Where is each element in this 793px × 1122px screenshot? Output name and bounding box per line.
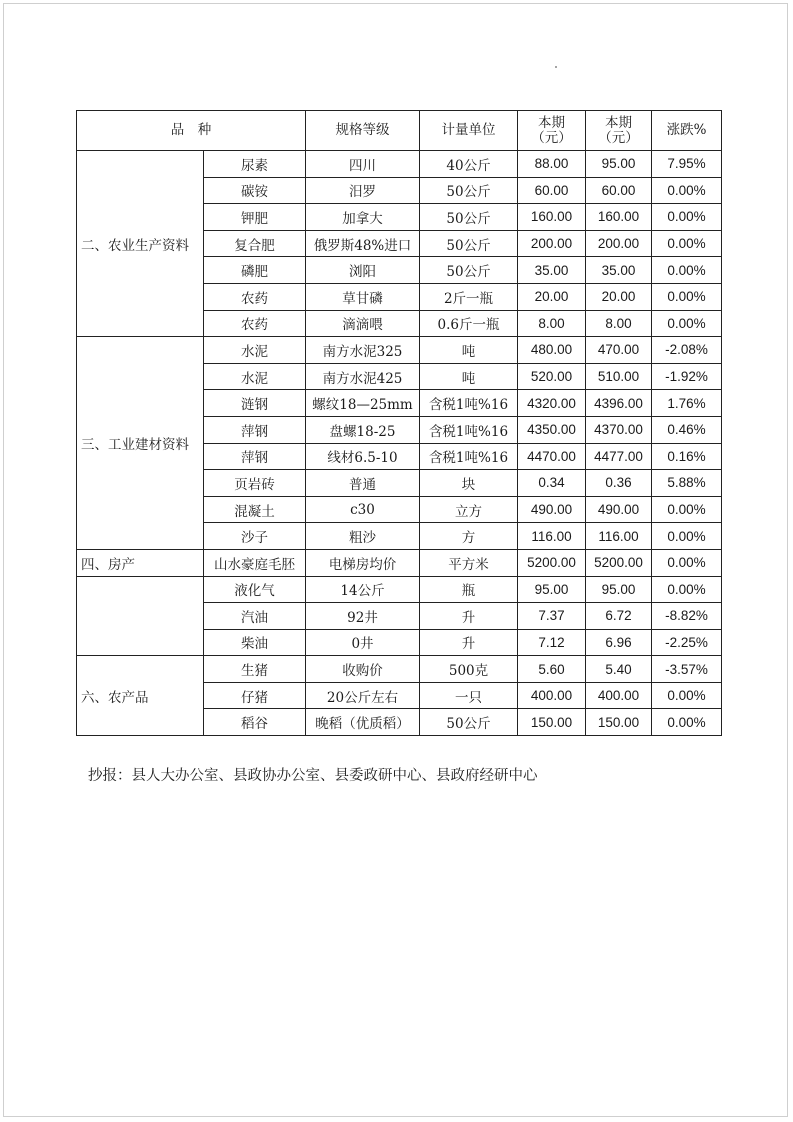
unit-cell: 升	[420, 603, 518, 630]
spec-cell: 俄罗斯48%进口	[306, 230, 420, 257]
change-cell: 0.00%	[652, 523, 722, 550]
change-cell: -3.57%	[652, 656, 722, 683]
item-name-cell: 仔猪	[204, 682, 306, 709]
unit-cell: 0.6斤一瓶	[420, 310, 518, 337]
change-cell: 0.00%	[652, 576, 722, 603]
spec-cell: 0井	[306, 629, 420, 656]
change-cell: 0.00%	[652, 310, 722, 337]
spec-cell: 普通	[306, 470, 420, 497]
item-name-cell: 碳铵	[204, 177, 306, 204]
unit-cell: 一只	[420, 682, 518, 709]
header-change: 涨跌%	[652, 111, 722, 151]
header-unit: 计量单位	[420, 111, 518, 151]
price-1-cell: 7.37	[518, 603, 586, 630]
price-1-cell: 5.60	[518, 656, 586, 683]
change-cell: -2.08%	[652, 337, 722, 364]
price-1-cell: 160.00	[518, 204, 586, 231]
item-name-cell: 磷肥	[204, 257, 306, 284]
price-1-cell: 20.00	[518, 283, 586, 310]
spec-cell: c30	[306, 496, 420, 523]
price-2-cell: 510.00	[586, 363, 652, 390]
change-cell: -1.92%	[652, 363, 722, 390]
price-2-cell: 6.72	[586, 603, 652, 630]
price-2-cell: 4477.00	[586, 443, 652, 470]
price-1-cell: 200.00	[518, 230, 586, 257]
spec-cell: 南方水泥325	[306, 337, 420, 364]
spec-cell: 汨罗	[306, 177, 420, 204]
item-name-cell: 稻谷	[204, 709, 306, 736]
item-name-cell: 钾肥	[204, 204, 306, 231]
item-name-cell: 生猪	[204, 656, 306, 683]
price-2-cell: 4396.00	[586, 390, 652, 417]
item-name-cell: 沙子	[204, 523, 306, 550]
price-2-cell: 95.00	[586, 151, 652, 178]
unit-cell: 含税1吨%16	[420, 390, 518, 417]
price-2-cell: 150.00	[586, 709, 652, 736]
unit-cell: 升	[420, 629, 518, 656]
unit-cell: 50公斤	[420, 709, 518, 736]
unit-cell: 吨	[420, 363, 518, 390]
table-row	[77, 151, 722, 178]
spec-cell: 线材6.5-10	[306, 443, 420, 470]
change-cell: 0.00%	[652, 177, 722, 204]
change-cell: 0.16%	[652, 443, 722, 470]
price-2-cell: 490.00	[586, 496, 652, 523]
category-cell: 二、农业生产资料	[77, 151, 204, 337]
unit-cell: 50公斤	[420, 257, 518, 284]
spec-cell: 盘螺18-25	[306, 416, 420, 443]
change-cell: -2.25%	[652, 629, 722, 656]
price-2-cell: 35.00	[586, 257, 652, 284]
category-cell: 四、房产	[77, 549, 204, 576]
price-2-cell: 116.00	[586, 523, 652, 550]
unit-cell: 50公斤	[420, 230, 518, 257]
price-1-cell: 400.00	[518, 682, 586, 709]
unit-cell: 500克	[420, 656, 518, 683]
price-1-cell: 95.00	[518, 576, 586, 603]
change-cell: 0.46%	[652, 416, 722, 443]
item-name-cell: 农药	[204, 283, 306, 310]
price-2-cell: 6.96	[586, 629, 652, 656]
category-cell: 三、工业建材资料	[77, 337, 204, 550]
header-variety: 品 种	[77, 111, 306, 151]
price-2-cell: 20.00	[586, 283, 652, 310]
change-cell: 0.00%	[652, 549, 722, 576]
item-name-cell: 液化气	[204, 576, 306, 603]
unit-cell: 50公斤	[420, 204, 518, 231]
item-name-cell: 水泥	[204, 337, 306, 364]
unit-cell: 方	[420, 523, 518, 550]
change-cell: 0.00%	[652, 496, 722, 523]
change-cell: 0.00%	[652, 283, 722, 310]
table-row	[77, 337, 722, 364]
price-1-cell: 150.00	[518, 709, 586, 736]
item-name-cell: 萍钢	[204, 443, 306, 470]
spec-cell: 20公斤左右	[306, 682, 420, 709]
price-1-cell: 4470.00	[518, 443, 586, 470]
price-1-cell: 5200.00	[518, 549, 586, 576]
price-2-cell: 5200.00	[586, 549, 652, 576]
unit-cell: 50公斤	[420, 177, 518, 204]
change-cell: 1.76%	[652, 390, 722, 417]
price-2-cell: 4370.00	[586, 416, 652, 443]
item-name-cell: 柴油	[204, 629, 306, 656]
price-2-cell: 400.00	[586, 682, 652, 709]
category-cell	[77, 576, 204, 656]
price-2-cell: 0.36	[586, 470, 652, 497]
distribution-note: 抄报：县人大办公室、县政协办公室、县委政研中心、县政府经研中心	[88, 768, 538, 784]
price-2-cell: 200.00	[586, 230, 652, 257]
category-cell: 六、农产品	[77, 656, 204, 736]
item-name-cell: 复合肥	[204, 230, 306, 257]
unit-cell: 含税1吨%16	[420, 416, 518, 443]
table-row	[77, 549, 722, 576]
price-table	[76, 110, 722, 736]
change-cell: 0.00%	[652, 682, 722, 709]
unit-cell: 块	[420, 470, 518, 497]
price-1-cell: 490.00	[518, 496, 586, 523]
spec-cell: 四川	[306, 151, 420, 178]
price-2-cell: 60.00	[586, 177, 652, 204]
price-1-cell: 88.00	[518, 151, 586, 178]
change-cell: 5.88%	[652, 470, 722, 497]
item-name-cell: 汽油	[204, 603, 306, 630]
price-1-cell: 7.12	[518, 629, 586, 656]
price-1-cell: 35.00	[518, 257, 586, 284]
change-cell: -8.82%	[652, 603, 722, 630]
unit-cell: 立方	[420, 496, 518, 523]
change-cell: 7.95%	[652, 151, 722, 178]
item-name-cell: 山水豪庭毛胚	[204, 549, 306, 576]
header-spec: 规格等级	[306, 111, 420, 151]
price-1-cell: 520.00	[518, 363, 586, 390]
price-2-cell: 95.00	[586, 576, 652, 603]
price-2-cell: 8.00	[586, 310, 652, 337]
item-name-cell: 农药	[204, 310, 306, 337]
price-1-cell: 4350.00	[518, 416, 586, 443]
spec-cell: 加拿大	[306, 204, 420, 231]
unit-cell: 40公斤	[420, 151, 518, 178]
header-current-price-1: 本期 （元）	[518, 111, 586, 151]
change-cell: 0.00%	[652, 709, 722, 736]
spec-cell: 南方水泥425	[306, 363, 420, 390]
price-1-cell: 4320.00	[518, 390, 586, 417]
table-header-row	[77, 111, 722, 151]
change-cell: 0.00%	[652, 204, 722, 231]
spec-cell: 收购价	[306, 656, 420, 683]
header-current-price-2: 本期 （元）	[586, 111, 652, 151]
spec-cell: 粗沙	[306, 523, 420, 550]
spec-cell: 浏阳	[306, 257, 420, 284]
scan-speck	[555, 66, 557, 68]
spec-cell: 14公斤	[306, 576, 420, 603]
unit-cell: 吨	[420, 337, 518, 364]
price-2-cell: 470.00	[586, 337, 652, 364]
unit-cell: 平方米	[420, 549, 518, 576]
table-row	[77, 576, 722, 603]
price-1-cell: 116.00	[518, 523, 586, 550]
spec-cell: 电梯房均价	[306, 549, 420, 576]
price-1-cell: 0.34	[518, 470, 586, 497]
unit-cell: 含税1吨%16	[420, 443, 518, 470]
unit-cell: 瓶	[420, 576, 518, 603]
change-cell: 0.00%	[652, 257, 722, 284]
price-2-cell: 160.00	[586, 204, 652, 231]
price-1-cell: 480.00	[518, 337, 586, 364]
spec-cell: 滴滴喂	[306, 310, 420, 337]
table-row	[77, 656, 722, 683]
spec-cell: 草甘磷	[306, 283, 420, 310]
change-cell: 0.00%	[652, 230, 722, 257]
price-1-cell: 60.00	[518, 177, 586, 204]
price-2-cell: 5.40	[586, 656, 652, 683]
item-name-cell: 页岩砖	[204, 470, 306, 497]
unit-cell: 2斤一瓶	[420, 283, 518, 310]
item-name-cell: 萍钢	[204, 416, 306, 443]
spec-cell: 晚稻（优质稻）	[306, 709, 420, 736]
item-name-cell: 涟钢	[204, 390, 306, 417]
spec-cell: 92井	[306, 603, 420, 630]
item-name-cell: 混凝土	[204, 496, 306, 523]
spec-cell: 螺纹18—25mm	[306, 390, 420, 417]
item-name-cell: 尿素	[204, 151, 306, 178]
price-1-cell: 8.00	[518, 310, 586, 337]
item-name-cell: 水泥	[204, 363, 306, 390]
